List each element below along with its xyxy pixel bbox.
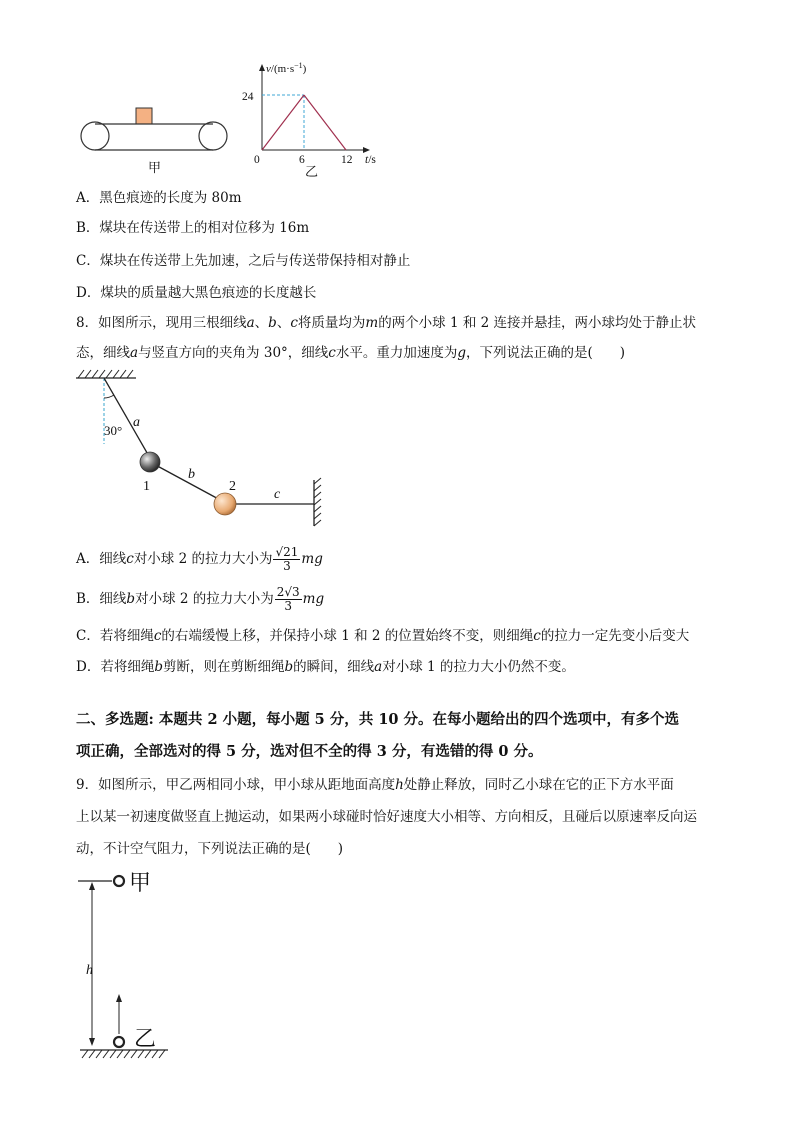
fig-label-jia: 甲	[129, 870, 152, 895]
q7-option-d: D．煤块的质量越大黑色痕迹的长度越长	[76, 285, 317, 301]
fig-label-yi: 乙	[134, 1026, 157, 1051]
q9-stem-line3: 动，不计空气阻力，下列说法正确的是( )	[76, 841, 344, 857]
label-jia: 甲	[148, 160, 162, 175]
ceiling-hatch	[78, 370, 133, 378]
conveyor-belt-figure	[76, 100, 236, 180]
tick-label-6: 6	[299, 154, 305, 166]
section-2-heading-line1: 二、多选题: 本题共 2 小题，每小题 5 分，共 10 分。在每小题给出的四个选项中，有多个选	[76, 711, 680, 728]
label-yi: 乙	[305, 164, 319, 179]
belt-right-roller	[199, 122, 227, 150]
fraction-2sqrt3-over-3: $\frac{2√3}{3}$	[276, 585, 300, 613]
velocity-arrow-head	[116, 994, 122, 1002]
tick-label-24: 24	[242, 91, 254, 103]
angle-arc	[104, 395, 114, 398]
axis-t-label: t/s	[365, 154, 376, 166]
q8-option-d: D．若将细绳b剪断，则在剪断细绳b的瞬间，细线a对小球 1 的拉力大小仍然不变。	[76, 659, 575, 675]
fig-label-b: b	[188, 467, 195, 482]
q8-option-b: B．细线b对小球 2 的拉力大小为 $\frac{2√3}{3}$ mg	[76, 585, 325, 613]
height-arrow-down	[89, 1038, 95, 1046]
string-a	[104, 378, 150, 458]
vt-segment-1	[262, 95, 304, 150]
vt-segment-2	[304, 95, 346, 150]
fig-label-a: a	[133, 415, 140, 430]
q8-stem-line2: 态，细线a与竖直方向的夹角为 30°，细线c水平。重力加速度为g，下列说法正确的是( )	[76, 345, 626, 361]
belt-left-roller	[81, 122, 109, 150]
q9-stem-line2: 上以某一初速度做竖直上抛运动，如果两小球碰时恰好速度大小相等、方向相反，且碰后以原速率反向运	[76, 809, 697, 825]
ball-jia	[114, 876, 124, 886]
q7-option-c: C．煤块在传送带上先加速，之后与传送带保持相对静止	[76, 253, 411, 269]
coal-block	[136, 108, 152, 124]
fraction-sqrt21-over-3: $\frac{√21}{3}$	[275, 545, 299, 573]
q7-option-a: A．黑色痕迹的长度为 80m	[76, 190, 242, 206]
q8-hanging-balls-figure	[70, 368, 340, 532]
v-axis-arrow	[259, 64, 265, 71]
fig-angle-label: 30°	[104, 423, 123, 438]
section-2-heading-line2: 项正确，全部选对的得 5 分，选对但不全的得 3 分，有选错的得 0 分。	[76, 743, 543, 760]
q8-option-a: A．细线c对小球 2 的拉力大小为 $\frac{√21}{3}$ mg	[76, 545, 323, 573]
ball-2	[214, 493, 236, 515]
fig-label-c: c	[274, 487, 281, 502]
fig-label-1: 1	[143, 479, 150, 494]
string-b	[150, 462, 224, 502]
q9-stem-line1: 9．如图所示，甲乙两相同小球，甲小球从距地面高度h处静止释放，同时乙小球在它的正下方水平面	[76, 777, 674, 793]
tick-label-12: 12	[341, 154, 353, 166]
axis-v-label: $v/(m\cdot s^{-1})$	[266, 61, 307, 75]
wall-hatch	[314, 478, 321, 526]
q7-option-b: B．煤块在传送带上的相对位移为 16m	[76, 220, 310, 236]
fig-label-h: h	[86, 963, 93, 978]
velocity-time-graph	[242, 58, 388, 180]
q8-stem-line1: 8．如图所示，现用三根细线a、b、c将质量均为m的两个小球 1 和 2 连接并悬挂，两小球均处于静止状	[76, 315, 697, 331]
tick-label-0: 0	[254, 154, 260, 166]
height-arrow-up	[89, 882, 95, 890]
fig-label-2: 2	[229, 479, 236, 494]
ball-1	[140, 452, 160, 472]
ball-yi	[114, 1037, 124, 1047]
ground-hatch	[82, 1050, 165, 1058]
q8-option-c: C．若将细绳c的右端缓慢上移，并保持小球 1 和 2 的位置始终不变，则细绳c的拉力一定先变小后变大	[76, 628, 690, 644]
q9-two-balls-figure	[72, 868, 182, 1068]
t-axis-arrow	[363, 147, 370, 153]
